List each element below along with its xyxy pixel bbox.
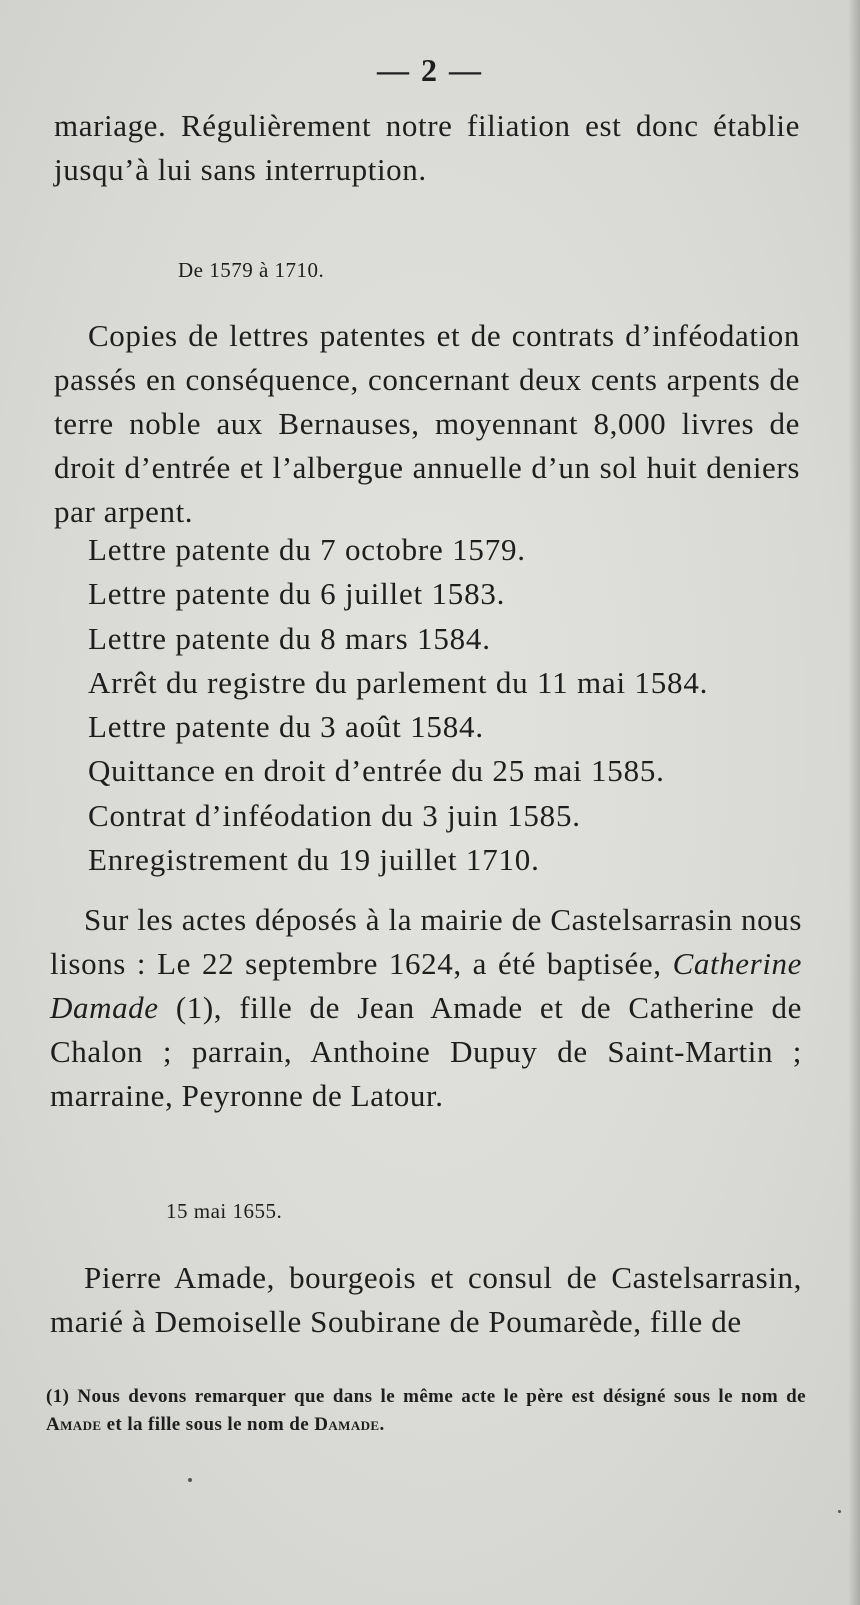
letters-patent-paragraph [54,314,800,534]
pierre-amade-text: Pierre Amade, bourgeois et consul de Castelsarrasin, marié à Demoiselle Soubirane de Poumarède, fille de [50,1260,802,1339]
baptism-text-before: Sur les actes déposés à la mairie de Castelsarrasin nous lisons : Le 22 septembre 1624, a été baptisée, [50,902,802,981]
list-item: Lettre patente du 7 octobre 1579. [88,532,526,567]
section-date-1579-1710: De 1579 à 1710. [178,258,325,282]
footnote-name-amade: Amade [46,1414,102,1435]
baptism-text-after: (1), fille de Jean Amade et de Catherine de Chalon ; parrain, Anthoine Dupuy de Saint-Martin ; marraine, Peyronne de Latour. [50,990,802,1113]
letters-patent-text: Copies de lettres patentes et de contrats d’inféodation passés en conséquence, concernant deux cents arpents de terre noble aux Bernauses, moyennant 8,000 livres de droit d’entrée et l’albergue annuelle d’un sol huit deniers par arpent. [54,318,800,529]
footnote-name-damade: Damade [314,1414,380,1435]
footnote [46,1383,806,1439]
baptized-name: Catherine Damade [50,946,802,1025]
footnote-text-after: . [379,1414,385,1435]
opening-paragraph-text: mariage. Régulièrement notre filiation est donc établie jusqu’à lui sans interruption. [54,108,800,187]
list-item: Enregistrement du 19 juillet 1710. [88,842,540,878]
baptism-paragraph [50,898,802,1118]
footnote-text-before: (1) Nous devons remarquer que dans le même acte le père est désigné sous le nom de [46,1386,806,1407]
list-item: Lettre patente du 6 juillet 1583. [88,576,506,612]
document-list [88,528,808,882]
baptism-text [50,898,802,1118]
section-date-1655: 15 mai 1655. [166,1199,283,1223]
list-item: Lettre patente du 3 août 1584. [88,709,484,745]
page-edge-shadow [848,0,860,1605]
list-item: Quittance en droit d’entrée du 25 mai 1585. [88,753,665,789]
ink-speck [838,1510,841,1513]
list-item: Arrêt du registre du parlement du 11 mai 1584. [88,664,709,700]
ink-speck [188,1478,192,1482]
footnote-text-middle: et la fille sous le nom de [101,1414,315,1435]
page-number: — 2 — [377,52,483,88]
list-item: Lettre patente du 8 mars 1584. [88,620,491,656]
list-item: Contrat d’inféodation du 3 juin 1585. [88,797,581,833]
pierre-amade-paragraph [50,1256,802,1344]
opening-paragraph [54,104,800,192]
